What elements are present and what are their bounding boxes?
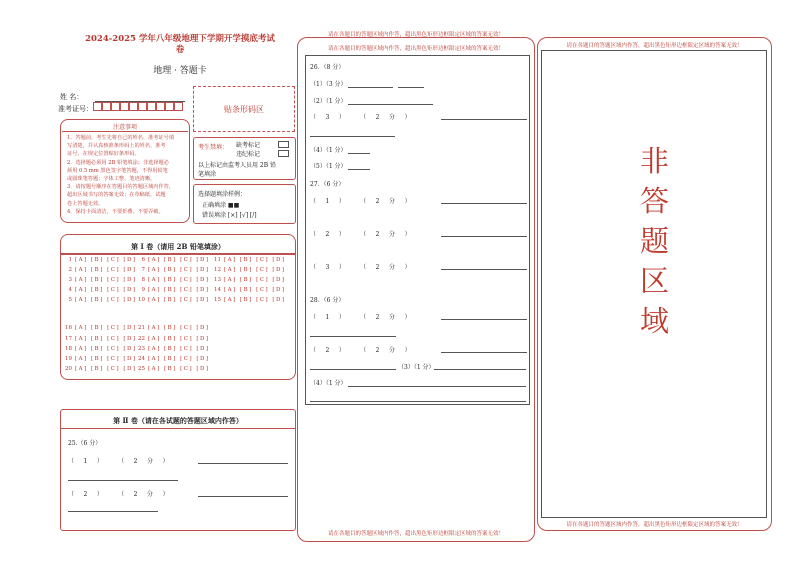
non-answer-char: 域 xyxy=(640,304,670,338)
name-label: 姓 名： xyxy=(60,93,84,101)
status-box xyxy=(193,137,296,180)
q28-part4: （4）（1 分） xyxy=(310,380,347,387)
q26-label: 26．（8 分） xyxy=(310,64,345,71)
mc-item-8[interactable]: 8 [A] [B] [C] [D] xyxy=(141,277,210,283)
middle-answer-area xyxy=(305,55,530,405)
note-line: 4．保持卡面清洁，不要折叠、不要弄破。 xyxy=(67,208,164,215)
mc-item-5[interactable]: 5 [A] [B] [C] [D] xyxy=(68,297,137,303)
non-answer-char: 答 xyxy=(640,184,670,218)
q27-label: 27．（6 分） xyxy=(310,181,345,188)
middle-notice-top-1: 请在各题目的答题区域内作答，超出黑色矩形边框限定区域的答案无效！ xyxy=(327,32,504,38)
note-line: 写清楚，并认真核准条形码上的姓名、准考 xyxy=(67,143,166,150)
page-title-line2: 卷 xyxy=(175,45,185,55)
q26-answer-line[interactable] xyxy=(310,136,395,137)
mc-item-11[interactable]: 11 [A] [B] [C] [D] xyxy=(214,257,286,263)
non-answer-char: 非 xyxy=(640,144,670,178)
q28-answer-line[interactable] xyxy=(310,401,526,402)
q27-part2: （ 2 ） （ 2 分 ） xyxy=(310,231,411,238)
q25-answer-line[interactable] xyxy=(198,463,288,464)
notes-box xyxy=(60,119,190,223)
q26-answer-line[interactable] xyxy=(348,87,393,88)
note-line: 超出区域书写的答案无效；在草稿纸、试题 xyxy=(67,192,166,199)
q25-answer-line[interactable] xyxy=(68,511,158,512)
q28-answer-line[interactable] xyxy=(310,336,396,337)
middle-notice-bottom: 请在各题目的答题区域内作答，超出黑色矩形边框限定区域的答案无效！ xyxy=(327,531,504,537)
q28-answer-line[interactable] xyxy=(434,369,526,370)
notes-list xyxy=(67,134,174,216)
mc-item-22[interactable]: 22 [A] [B] [C] [D] xyxy=(138,336,210,342)
fill-example-box xyxy=(193,184,296,224)
q27-part3: （ 3 ） （ 2 分 ） xyxy=(310,264,411,271)
mc-item-4[interactable]: 4 [A] [B] [C] [D] xyxy=(68,287,137,293)
mc-item-12[interactable]: 12 [A] [B] [C] [D] xyxy=(214,267,286,273)
mc-item-16[interactable]: 16 [A] [B] [C] [D] xyxy=(65,325,137,331)
cheat-label: 违纪标记 xyxy=(236,151,261,158)
q27-part1: （ 1 ） （ 2 分 ） xyxy=(310,198,411,205)
q27-answer-line[interactable] xyxy=(441,203,527,204)
mc-item-15[interactable]: 15 [A] [B] [C] [D] xyxy=(214,297,286,303)
q28-part1: （ 1 ） （ 2 分 ） xyxy=(310,314,411,321)
mc-item-20[interactable]: 20 [A] [B] [C] [D] xyxy=(65,366,137,372)
q28-answer-line[interactable] xyxy=(441,352,527,353)
q28-part3: （3）（1 分） xyxy=(398,364,435,371)
barcode-area xyxy=(193,86,295,132)
note-line: 须用 0.5 mm 黑色签字笔答题，不得用铅笔 xyxy=(67,167,168,174)
mc-item-25[interactable]: 25 [A] [B] [C] [D] xyxy=(138,366,210,372)
q28-answer-line[interactable] xyxy=(310,369,396,370)
q26-answer-line[interactable] xyxy=(348,104,433,105)
section1-box xyxy=(60,234,296,380)
mc-item-10[interactable]: 10 [A] [B] [C] [D] xyxy=(138,297,210,303)
mc-item-18[interactable]: 18 [A] [B] [C] [D] xyxy=(65,346,137,352)
section2-title: 第 Ⅱ 卷（请在各试题的答题区域内作答） xyxy=(113,416,243,425)
mc-item-19[interactable]: 19 [A] [B] [C] [D] xyxy=(65,356,137,362)
absent-checkbox[interactable] xyxy=(278,141,289,148)
page-title xyxy=(60,34,300,56)
note-line: 证号，在规定位置贴好条形码。 xyxy=(67,151,140,158)
page-subtitle: 地理 · 答题卡 xyxy=(153,66,207,76)
q25-label: 25.（6 分） xyxy=(68,440,102,447)
q26-answer-line[interactable] xyxy=(441,119,527,120)
page-title-line1: 2024-2025 学年八年级地理下学期开学摸底考试 xyxy=(85,34,275,44)
mc-item-24[interactable]: 24 [A] [B] [C] [D] xyxy=(138,356,210,362)
mc-item-17[interactable]: 17 [A] [B] [C] [D] xyxy=(65,336,137,342)
note-line: 1．答题前，考生先将自己的姓名、准考证号填 xyxy=(67,135,175,141)
exam-no-label: 准考证号： xyxy=(58,105,93,113)
q26-answer-line[interactable] xyxy=(398,87,424,88)
q26-answer-line[interactable] xyxy=(348,153,370,154)
notes-title: 注意事项 xyxy=(112,124,137,131)
note-line: 卷上答题无效。 xyxy=(67,200,104,207)
note-line: 3．请按题号顺序在答题目的答题区域内作答， xyxy=(67,184,175,191)
q26-part4: （4）（1 分） xyxy=(310,147,347,154)
q25-answer-line[interactable] xyxy=(68,480,178,481)
middle-notice-top-2: 请在各题目的答题区域内作答，超出黑色矩形边框限定区域的答案无效！ xyxy=(327,46,504,52)
q28-part2: （ 2 ） （ 2 分 ） xyxy=(310,347,411,354)
fill-wrong: 错误填涂 [×] [√] [/] xyxy=(202,212,257,219)
non-answer-area xyxy=(541,50,767,518)
q26-answer-line[interactable] xyxy=(348,169,370,170)
q26-part5: （5）（1 分） xyxy=(310,163,347,170)
section1-title: 第 Ⅰ 卷（请用 2B 铅笔填涂） xyxy=(131,242,225,251)
absent-label: 缺考标记 xyxy=(236,142,261,149)
q26-part1: （1）（3 分） xyxy=(310,81,347,88)
mc-item-1[interactable]: 1 [A] [B] [C] [D] xyxy=(68,257,137,263)
q26-part2: （2）（1 分） xyxy=(310,98,347,105)
status-note-1: 以上标记由监考人员用 2B 铅 xyxy=(198,162,277,169)
q27-answer-line[interactable] xyxy=(441,236,527,237)
q25-part2: （ 2 ） （ 2 分 ） xyxy=(68,491,169,498)
mc-item-23[interactable]: 23 [A] [B] [C] [D] xyxy=(138,346,210,352)
q27-answer-line[interactable] xyxy=(441,269,527,270)
mc-item-2[interactable]: 2 [A] [B] [C] [D] xyxy=(68,267,137,273)
q25-answer-line[interactable] xyxy=(198,496,288,497)
mc-item-21[interactable]: 21 [A] [B] [C] [D] xyxy=(138,325,210,331)
right-notice-top: 请在各题目的答题区域内作答，超出黑色矩形边框限定区域的答案无效！ xyxy=(566,43,743,49)
status-prefix: 考生禁填： xyxy=(198,144,229,151)
q28-answer-line[interactable] xyxy=(348,386,526,387)
cheat-checkbox[interactable] xyxy=(278,150,289,157)
mc-item-3[interactable]: 3 [A] [B] [C] [D] xyxy=(68,277,137,283)
status-note-2: 笔填涂 xyxy=(198,171,217,178)
section2-box xyxy=(60,409,296,531)
note-line: 或圆珠笔答题；字体工整、笔迹清晰。 xyxy=(67,176,156,183)
q25-part1: （ 1 ） （ 2 分 ） xyxy=(68,458,169,465)
fill-example-title: 选择题填涂样例： xyxy=(198,191,247,198)
mc-item-6[interactable]: 6 [A] [B] [C] [D] xyxy=(141,257,210,263)
q28-label: 28．（6 分） xyxy=(310,297,345,304)
q28-answer-line[interactable] xyxy=(441,319,527,320)
barcode-label: 贴条形码区 xyxy=(224,104,264,114)
mc-item-14[interactable]: 14 [A] [B] [C] [D] xyxy=(214,287,286,293)
fill-correct: 正确填涂 ■■ xyxy=(202,202,240,209)
note-line: 2．选择题必须用 2B 铅笔填涂；非选择题必 xyxy=(67,159,169,166)
mc-item-7[interactable]: 7 [A] [B] [C] [D] xyxy=(141,267,210,273)
q26-part3: （ 3 ） （ 2 分 ） xyxy=(310,114,411,121)
mc-item-13[interactable]: 13 [A] [B] [C] [D] xyxy=(214,277,286,283)
exam-no-boxes[interactable] xyxy=(93,102,189,113)
non-answer-char: 区 xyxy=(640,264,670,298)
right-notice-bottom: 请在各题目的答题区域内作答，超出黑色矩形边框限定区域的答案无效！ xyxy=(566,522,743,528)
non-answer-char: 题 xyxy=(640,224,670,258)
mc-item-9[interactable]: 9 [A] [B] [C] [D] xyxy=(141,287,210,293)
